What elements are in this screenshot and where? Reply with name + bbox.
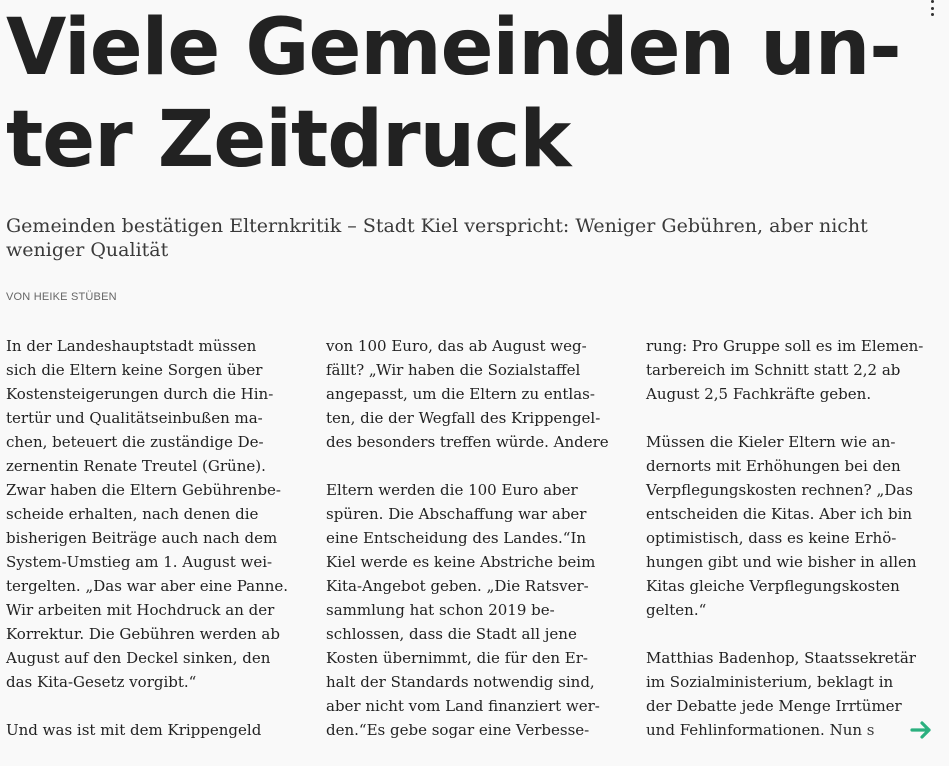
paragraph xyxy=(646,430,946,622)
text-line: August auf den Deckel sinken, den xyxy=(6,649,271,667)
text-line: Verpflegungskosten rechnen? „Das xyxy=(646,481,913,499)
text-line: August 2,5 Fachkräfte geben. xyxy=(646,385,872,403)
text-line: chen, beteuert die zuständige De- xyxy=(6,433,264,451)
text-line: der Debatte jede Menge Irrtümer xyxy=(646,697,902,715)
text-line: optimistisch, dass es keine Erhö- xyxy=(646,529,897,547)
text-line: spüren. Die Abschaffung war aber xyxy=(326,505,587,523)
byline: VON HEIKE STÜBEN xyxy=(6,291,117,303)
headline xyxy=(6,2,906,186)
text-line: rung: Pro Gruppe soll es im Elemen- xyxy=(646,337,924,355)
text-line: zernentin Renate Treutel (Grüne). xyxy=(6,457,266,475)
text-line: Kosten übernimmt, die für den Er- xyxy=(326,649,588,667)
paragraph xyxy=(646,334,946,406)
text-line: den.“Es gebe sogar eine Verbesse- xyxy=(326,721,590,739)
headline-line: ter Zeitdruck xyxy=(6,95,571,185)
text-line: tertür und Qualitätseinbußen ma- xyxy=(6,409,263,427)
text-line: Müssen die Kieler Eltern wie an- xyxy=(646,433,896,451)
text-line: Kita-Angebot geben. „Die Ratsver- xyxy=(326,577,589,595)
text-line: gelten.“ xyxy=(646,601,707,619)
paragraph xyxy=(326,334,626,454)
text-line: tarbereich im Schnitt statt 2,2 ab xyxy=(646,361,901,379)
subtitle: Gemeinden bestätigen Elternkritik – Stadt Kiel verspricht: Weniger Gebühren, aber nicht weniger Qualität xyxy=(6,215,868,261)
text-line: und Fehlinformationen. Nun s xyxy=(646,718,946,742)
paragraph xyxy=(646,646,946,742)
text-line: Zwar haben die Eltern Gebührenbe- xyxy=(6,481,281,499)
text-line: bisherigen Beiträge auch nach dem xyxy=(6,529,278,547)
text-line: ten, die der Wegfall des Krippengel- xyxy=(326,409,601,427)
text-line: das Kita-Gesetz vorgibt.“ xyxy=(6,673,197,691)
text-line: Wir arbeiten mit Hochdruck an der xyxy=(6,601,275,619)
text-line: eine Entscheidung des Landes.“In xyxy=(326,529,587,547)
paragraph xyxy=(6,334,306,694)
arrow-right-icon[interactable] xyxy=(908,717,934,743)
text-line: System-Umstieg am 1. August wei- xyxy=(6,553,273,571)
text-line: In der Landeshauptstadt müssen xyxy=(6,337,257,355)
text-line: schlossen, dass die Stadt all jene xyxy=(326,625,577,643)
text-line: sammlung hat schon 2019 be- xyxy=(326,601,555,619)
text-line: hungen gibt und wie bisher in allen xyxy=(646,553,917,571)
paragraph xyxy=(6,718,306,742)
text-line: scheide erhalten, nach denen die xyxy=(6,505,259,523)
article-column-1 xyxy=(6,334,306,766)
arrow-right-icon-graphic xyxy=(908,717,934,743)
text-line: Kostensteigerungen durch die Hin- xyxy=(6,385,274,403)
text-line: angepasst, um die Eltern zu entlas- xyxy=(326,385,595,403)
text-line: Eltern werden die 100 Euro aber xyxy=(326,481,578,499)
paragraph xyxy=(326,478,626,742)
text-line: entscheiden die Kitas. Aber ich bin xyxy=(646,505,913,523)
menu-icon[interactable] xyxy=(929,0,935,16)
text-line: des besonders treffen würde. Andere xyxy=(326,433,609,451)
text-line: Kitas gleiche Verpflegungskosten xyxy=(646,577,900,595)
headline-line: Viele Gemeinden un- xyxy=(6,3,901,93)
text-line: sich die Eltern keine Sorgen über xyxy=(6,361,263,379)
article-column-2 xyxy=(326,334,626,766)
text-line: von 100 Euro, das ab August weg- xyxy=(326,337,587,355)
article-column-3 xyxy=(646,334,946,766)
text-line: im Sozialministerium, beklagt in xyxy=(646,673,894,691)
text-line: Korrektur. Die Gebühren werden ab xyxy=(6,625,280,643)
text-line: halt der Standards notwendig sind, xyxy=(326,673,595,691)
text-line: Und was ist mit dem Krippengeld xyxy=(6,721,262,739)
text-line: tergelten. „Das war aber eine Panne. xyxy=(6,577,289,595)
text-line: Matthias Badenhop, Staatssekretär xyxy=(646,649,916,667)
text-line: fällt? „Wir haben die Sozialstaffel xyxy=(326,361,581,379)
text-line: dernorts mit Erhöhungen bei den xyxy=(646,457,901,475)
text-line: aber nicht vom Land finanziert wer- xyxy=(326,697,600,715)
text-line: Kiel werde es keine Abstriche beim xyxy=(326,553,596,571)
